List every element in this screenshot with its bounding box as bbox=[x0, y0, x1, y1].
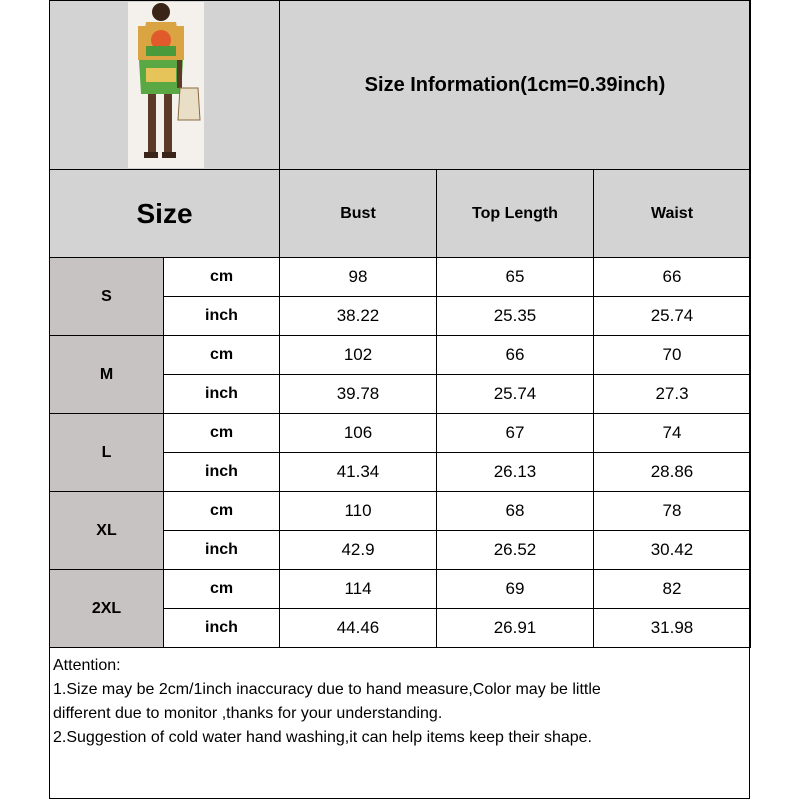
attention-notes bbox=[53, 654, 743, 750]
waist-value: 70 bbox=[594, 336, 751, 375]
waist-value: 74 bbox=[594, 414, 751, 453]
bust-value: 44.46 bbox=[280, 609, 437, 648]
top-length-value: 67 bbox=[437, 414, 594, 453]
waist-value: 28.86 bbox=[594, 453, 751, 492]
size-column-header: Size bbox=[50, 170, 280, 258]
note-line: 2.Suggestion of cold water hand washing,it can help items keep their shape. bbox=[53, 729, 592, 746]
unit-label: cm bbox=[164, 492, 280, 531]
bust-value: 98 bbox=[280, 258, 437, 297]
top-length-value: 26.52 bbox=[437, 531, 594, 570]
size-label: 2XL bbox=[50, 570, 164, 648]
note-line: different due to monitor ,thanks for your understanding. bbox=[53, 705, 443, 722]
bust-value: 110 bbox=[280, 492, 437, 531]
note-line: 1.Size may be 2cm/1inch inaccuracy due to hand measure,Color may be little bbox=[53, 681, 601, 698]
unit-label: inch bbox=[164, 297, 280, 336]
attention-heading: Attention: bbox=[53, 657, 121, 674]
bust-value: 41.34 bbox=[280, 453, 437, 492]
bust-value: 39.78 bbox=[280, 375, 437, 414]
unit-label: cm bbox=[164, 336, 280, 375]
bust-value: 42.9 bbox=[280, 531, 437, 570]
top-length-value: 65 bbox=[437, 258, 594, 297]
size-info-title: Size Information(1cm=0.39inch) bbox=[280, 1, 751, 170]
top-length-value: 68 bbox=[437, 492, 594, 531]
unit-label: inch bbox=[164, 375, 280, 414]
waist-column-header: Waist bbox=[594, 170, 751, 258]
top-length-value: 66 bbox=[437, 336, 594, 375]
waist-value: 25.74 bbox=[594, 297, 751, 336]
unit-label: inch bbox=[164, 531, 280, 570]
unit-label: cm bbox=[164, 570, 280, 609]
bust-value: 114 bbox=[280, 570, 437, 609]
unit-label: cm bbox=[164, 258, 280, 297]
top-length-column-header: Top Length bbox=[437, 170, 594, 258]
bust-column-header: Bust bbox=[280, 170, 437, 258]
top-length-value: 25.35 bbox=[437, 297, 594, 336]
top-length-value: 26.13 bbox=[437, 453, 594, 492]
bust-value: 102 bbox=[280, 336, 437, 375]
size-label: S bbox=[50, 258, 164, 336]
bust-value: 38.22 bbox=[280, 297, 437, 336]
top-length-value: 69 bbox=[437, 570, 594, 609]
top-length-value: 25.74 bbox=[437, 375, 594, 414]
bust-value: 106 bbox=[280, 414, 437, 453]
unit-label: inch bbox=[164, 453, 280, 492]
size-label: L bbox=[50, 414, 164, 492]
waist-value: 30.42 bbox=[594, 531, 751, 570]
unit-label: cm bbox=[164, 414, 280, 453]
waist-value: 78 bbox=[594, 492, 751, 531]
size-label: M bbox=[50, 336, 164, 414]
waist-value: 31.98 bbox=[594, 609, 751, 648]
size-label: XL bbox=[50, 492, 164, 570]
top-length-value: 26.91 bbox=[437, 609, 594, 648]
waist-value: 82 bbox=[594, 570, 751, 609]
waist-value: 66 bbox=[594, 258, 751, 297]
unit-label: inch bbox=[164, 609, 280, 648]
waist-value: 27.3 bbox=[594, 375, 751, 414]
